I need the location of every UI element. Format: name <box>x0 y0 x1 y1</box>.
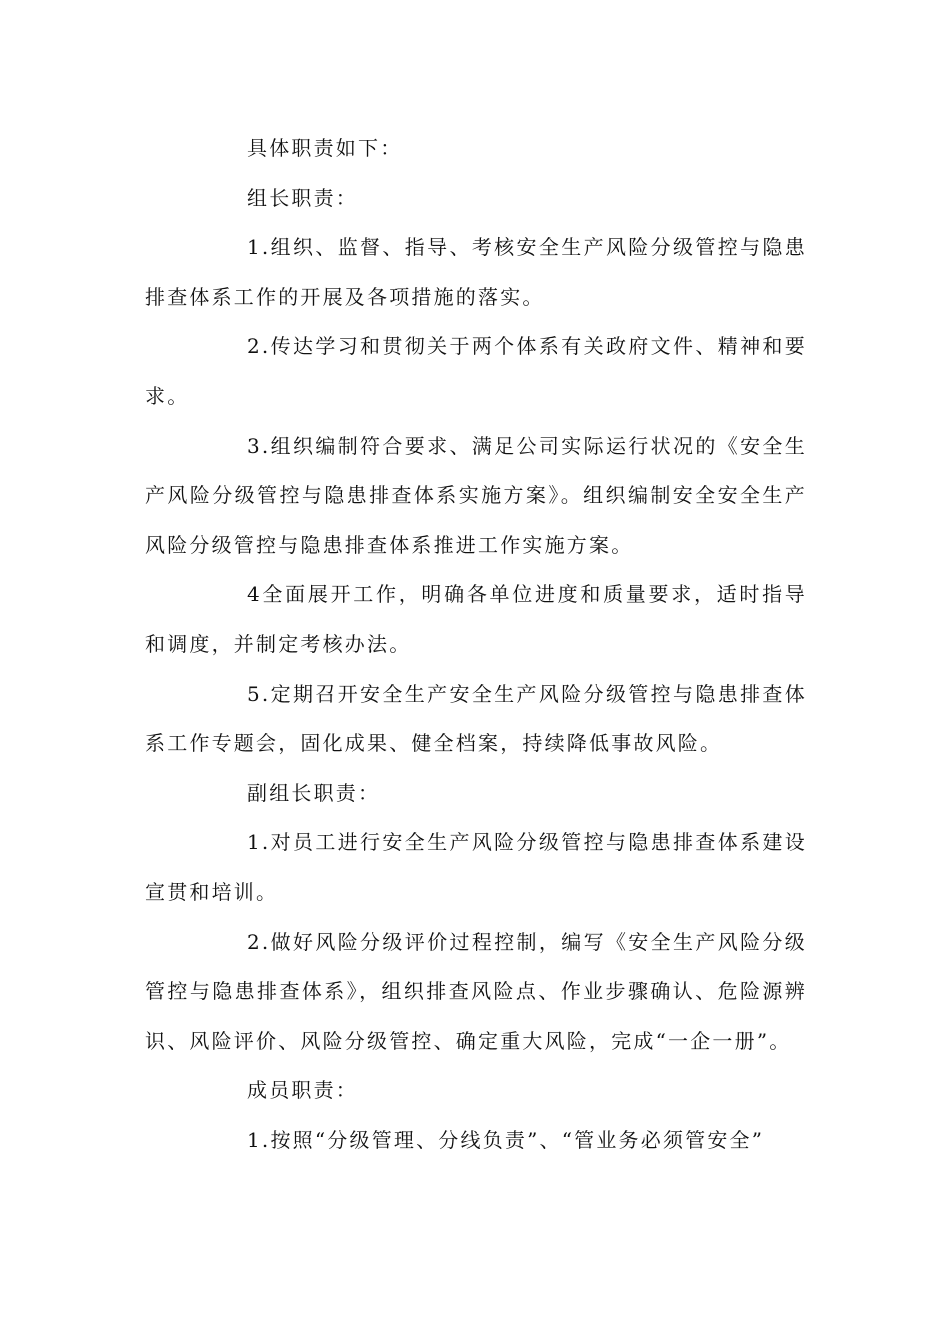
leader-item-4: 4全面展开工作，明确各单位进度和质量要求，适时指导和调度，并制定考核办法。 <box>145 582 807 656</box>
leader-item-1: 1.组织、监督、指导、考核安全生产风险分级管控与隐患排查体系工作的开展及各项措施的落实。 <box>145 235 807 309</box>
leader-heading: 组长职责： <box>247 185 358 210</box>
leader-item-3: 3.组织编制符合要求、满足公司实际运行状况的《安全生产风险分级管控与隐患排查体系实施方案》。组织编制安全安全生产风险分级管控与隐患排查体系推进工作实施方案。 <box>145 433 807 557</box>
member-item-1: 1.按照“分级管理、分线负责”、“管业务必须管安全” <box>247 1127 765 1152</box>
leader-item-5: 5.定期召开安全生产安全生产风险分级管控与隐患排查体系工作专题会，固化成果、健全档案，持续降低事故风险。 <box>145 681 807 756</box>
document-body <box>145 124 807 1165</box>
deputy-item-2: 2.做好风险分级评价过程控制，编写《安全生产风险分级管控与隐患排查体系》，组织排查风险点、作业步骤确认、危险源辨识、风险评价、风险分级管控、确定重大风险，完成“一企一册”。 <box>145 929 807 1053</box>
intro-text: 具体职责如下： <box>247 136 403 160</box>
deputy-heading: 副组长职责： <box>247 780 381 805</box>
member-heading: 成员职责： <box>247 1078 358 1103</box>
deputy-item-1: 1.对员工进行安全生产风险分级管控与隐患排查体系建设宣贯和培训。 <box>145 830 807 904</box>
leader-item-2: 2.传达学习和贯彻关于两个体系有关政府文件、精神和要求。 <box>145 334 807 408</box>
